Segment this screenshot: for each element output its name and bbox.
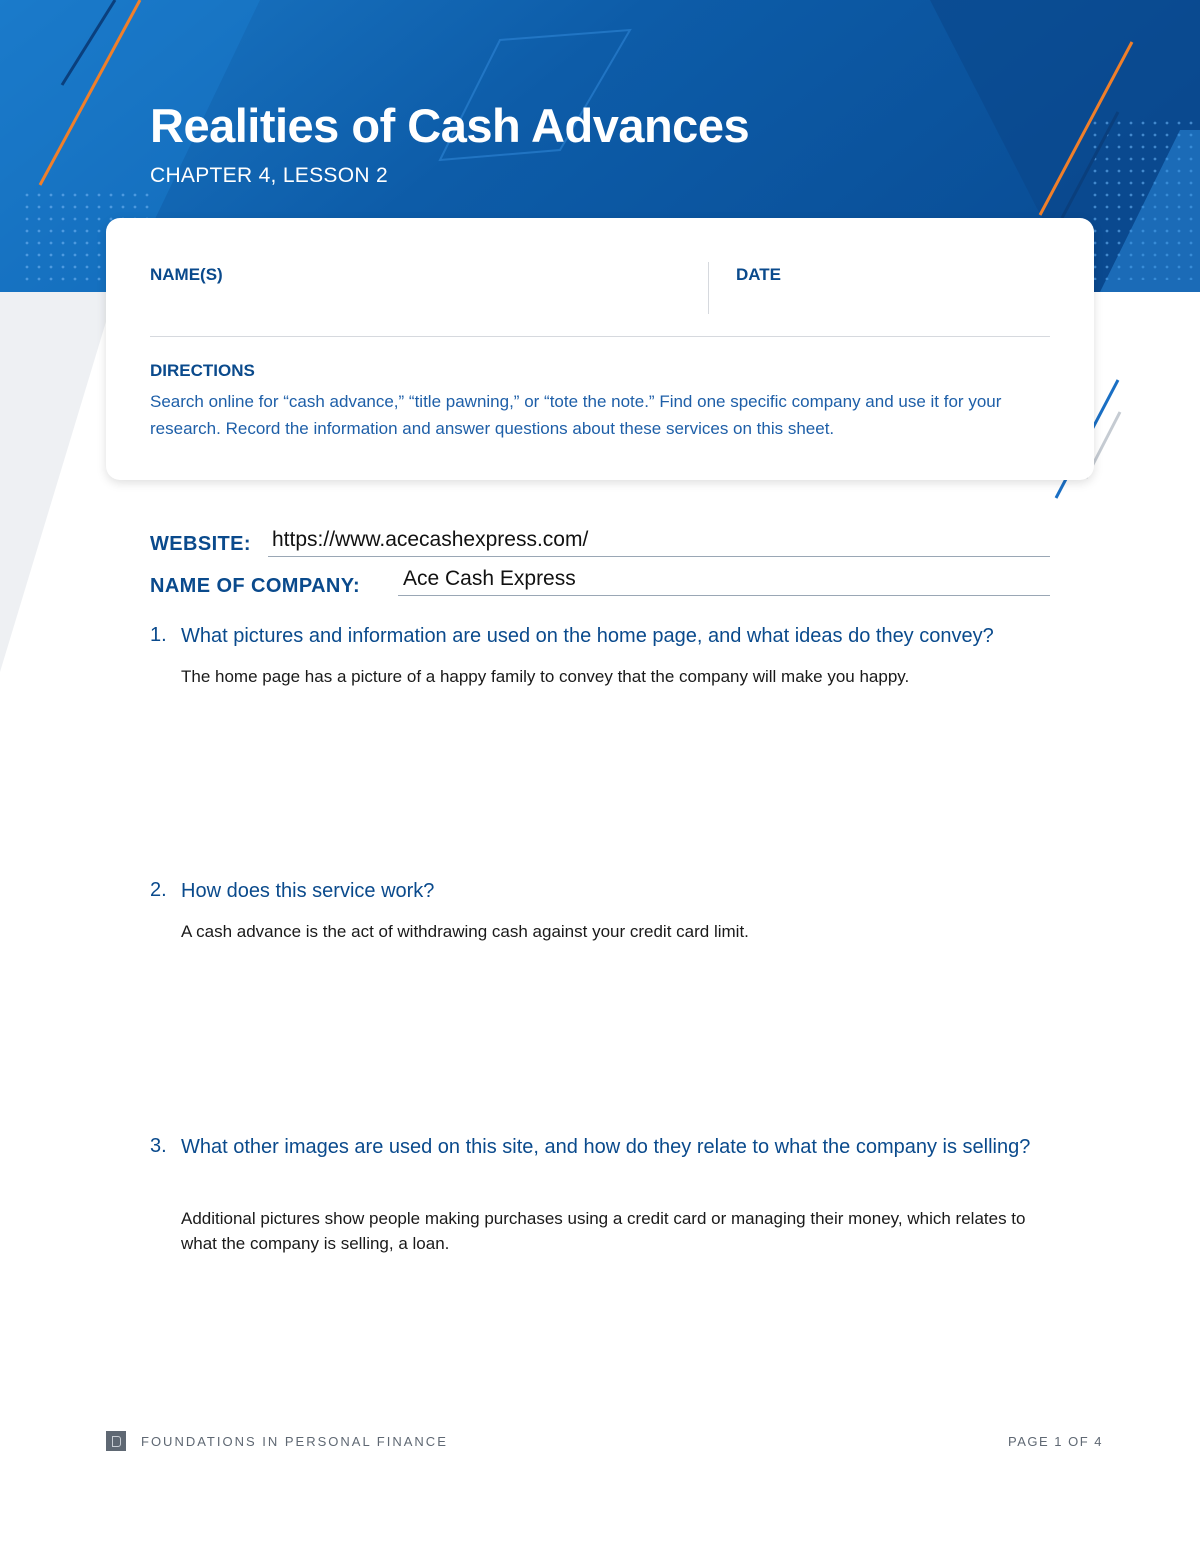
page-number: PAGE 1 OF 4 — [1008, 1434, 1104, 1449]
directions-text: Search online for “cash advance,” “title pawning,” or “tote the note.” Find one specific company and use it for your research. Record the information and answer questions about these services on this sheet. — [150, 392, 1002, 438]
info-card — [106, 218, 1094, 480]
directions-label: DIRECTIONS — [150, 361, 255, 380]
page-title: Realities of Cash Advances — [150, 99, 750, 152]
website-label: WEBSITE: — [150, 533, 251, 555]
names-label: NAME(S) — [150, 265, 223, 284]
background-sweep — [0, 292, 120, 692]
section-divider — [150, 336, 1050, 337]
ramsey-logo-icon — [106, 1431, 126, 1451]
company-underline — [398, 595, 1050, 596]
question-text: How does this service work? — [181, 880, 435, 902]
chapter-lesson: CHAPTER 4, LESSON 2 — [150, 164, 388, 187]
field-divider — [708, 262, 709, 314]
question-number: 2. — [150, 879, 167, 901]
question-number: 3. — [150, 1135, 167, 1157]
footer-course-name: FOUNDATIONS IN PERSONAL FINANCE — [141, 1434, 448, 1449]
company-value[interactable]: Ace Cash Express — [403, 567, 576, 590]
question-text: What other images are used on this site, and how do they relate to what the company is selling? — [181, 1136, 1031, 1158]
answer-text[interactable]: A cash advance is the act of withdrawing cash against your credit card limit. — [181, 922, 749, 941]
date-label: DATE — [736, 265, 782, 284]
website-value[interactable]: https://www.acecashexpress.com/ — [272, 528, 589, 551]
answer-text[interactable]: The home page has a picture of a happy family to convey that the company will make you happy. — [181, 667, 910, 686]
question-text: What pictures and information are used on the home page, and what ideas do they convey? — [181, 625, 994, 647]
company-label: NAME OF COMPANY: — [150, 575, 361, 597]
answer-text[interactable]: Additional pictures show people making purchases using a credit card or managing their money, which relates to what the company is selling, a loan. — [181, 1209, 1026, 1253]
website-underline — [268, 556, 1050, 557]
question-number: 1. — [150, 624, 167, 646]
